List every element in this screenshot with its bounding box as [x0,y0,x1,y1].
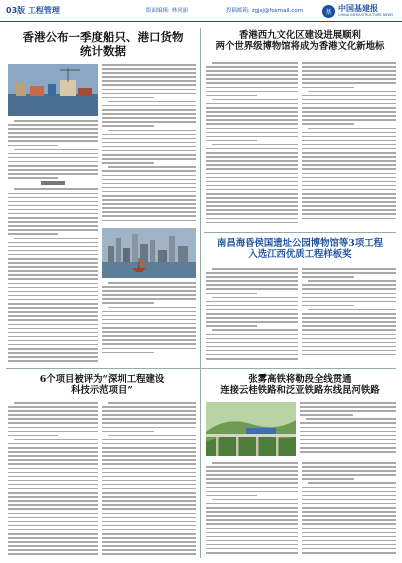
headline-line: 6个项目被评为“深圳工程建设 [39,374,165,385]
headline-line: 统计数据 [80,44,126,59]
railway-photo-image [206,402,296,456]
headline-nanchang [204,238,396,261]
nanchang-body-left [206,268,298,364]
newspaper-logo-icon: 基 [322,5,335,18]
hk-harbour-photo [102,228,196,278]
row-divider [204,232,396,233]
newspaper-logo-subtitle: CHINA INFRASTRUCTURE NEWS [338,12,394,17]
page-editor-label: 版面编辑: 林风丽 [146,8,189,14]
headline-line: 香港西九文化区建设进展顺利 [239,30,361,41]
headline-shenzhen-tech [8,374,196,397]
hk-port-body-left [8,120,98,362]
headline-line: 入选江西优质工程样板奖 [248,249,352,261]
headline-hk-west-kowloon [204,30,396,53]
west-kowloon-body-right [302,62,396,228]
shenzhen-tech-body-right [102,402,196,558]
zhangjinghe-body-right-top [300,402,396,458]
headline-line: 科技示范项目” [71,385,133,397]
zhangjinghe-body-left [206,462,298,558]
headline-line: 张雾高铁将勒段全线贯通 [248,374,352,385]
headline-line: 两个世界级博物馆将成为香港文化新地标 [215,41,385,53]
hk-port-body-bottom [102,282,196,362]
west-kowloon-body-left [206,62,298,228]
zhangjinghe-body-right [302,462,396,558]
page-issue-label: 03版 工程管理 [6,6,60,15]
page-email-label: 投稿邮箱: zgjsj@foxmail.com [226,8,304,14]
headline-line: 连接云桂铁路和泛亚铁路东线昆河铁路 [220,385,380,397]
newspaper-logo-title [338,5,393,18]
hk-harbour-photo-image [102,228,196,278]
newspaper-logo-name: 中国基建报 [338,3,378,13]
newspaper-logo [322,3,396,19]
shenzhen-tech-body-left [8,402,98,558]
headline-line: 香港公布一季度船只、港口货物 [22,30,184,44]
hk-port-body-right [102,64,196,224]
headline-line: 南昌海昏侯国遗址公园博物馆等3项工程 [217,238,383,249]
headline-zhangjinghe [204,374,396,397]
hk-port-photo-image [8,64,98,116]
column-divider [200,28,201,558]
headline-hk-port [10,30,196,58]
hk-port-photo [8,64,98,116]
masthead [0,0,402,22]
railway-photo [206,402,296,456]
row-divider [6,368,396,369]
nanchang-body-right [302,268,396,364]
